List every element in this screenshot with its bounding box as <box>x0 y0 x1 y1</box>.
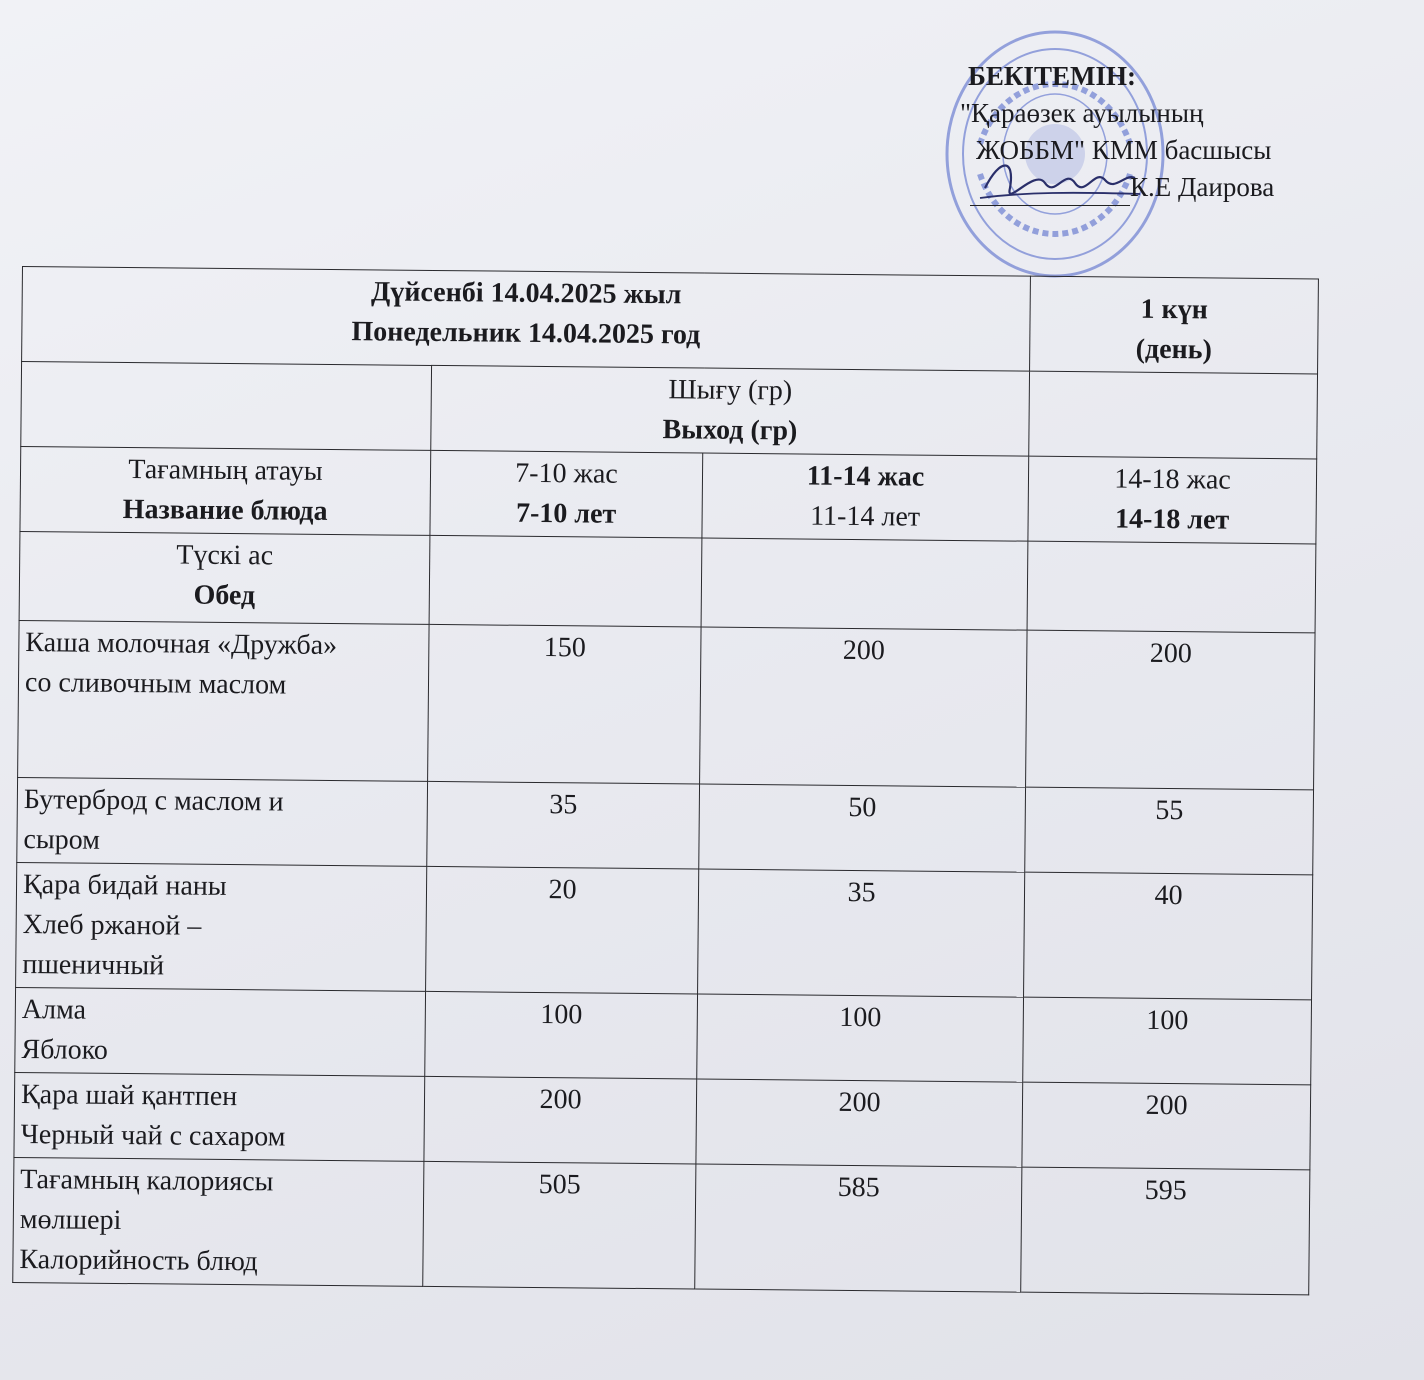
table-row <box>14 1072 1311 1169</box>
column-header-row <box>20 446 1317 543</box>
menu-table-wrap <box>12 266 1318 1295</box>
dish-name-header <box>20 446 431 535</box>
age2-kz: 11-14 жас <box>806 460 925 493</box>
approval-org-line2: ЖОББМ" КММ басшысы <box>976 135 1272 165</box>
dish-line: Яблоко <box>21 1034 109 1066</box>
value-7-10: 505 <box>423 1161 696 1289</box>
meal-kz: Түскі ас <box>176 539 274 572</box>
dish-line: пшеничный <box>22 949 165 982</box>
day-kz: 1 күн <box>1140 293 1208 326</box>
value-14-18: 595 <box>1021 1167 1310 1295</box>
dish-line: со сливочным маслом <box>24 667 287 701</box>
dish-line: Қара бидай наны <box>22 869 227 902</box>
dish-line: Қара шай қантпен <box>20 1079 238 1113</box>
empty-cell <box>1029 371 1318 459</box>
menu-table <box>12 266 1319 1295</box>
age-7-10-header <box>430 450 703 538</box>
dish-name <box>18 620 429 781</box>
value-7-10: 20 <box>426 866 699 994</box>
value-11-14: 35 <box>698 869 1025 997</box>
signature-line <box>970 185 1130 206</box>
dish-line: мөлшері <box>19 1204 122 1236</box>
value-11-14: 200 <box>696 1079 1023 1167</box>
calories-row <box>13 1157 1310 1294</box>
dish-line: Алма <box>21 994 87 1026</box>
approval-block <box>960 58 1400 206</box>
value-11-14: 200 <box>700 627 1028 787</box>
dish-line: Бутерброд с маслом и <box>23 784 284 818</box>
age3-ru: 14-18 лет <box>1114 503 1230 536</box>
dish-line: Калорийность блюд <box>19 1244 258 1278</box>
dish-line: Каша молочная «Дружба» <box>25 627 338 662</box>
table-row <box>16 862 1313 999</box>
approval-title: БЕКІТЕМІН: <box>968 61 1136 91</box>
date-ru: Понедельник 14.04.2025 год <box>351 316 701 351</box>
table-row <box>18 620 1315 789</box>
value-7-10: 200 <box>424 1076 697 1164</box>
dish-line: Тағамның калориясы <box>20 1164 274 1198</box>
value-7-10: 100 <box>425 991 698 1079</box>
dish-line: сыром <box>23 824 101 856</box>
dish-name <box>16 862 427 991</box>
output-kz: Шығу (гр) <box>668 374 793 407</box>
value-11-14: 50 <box>699 784 1026 872</box>
meal-cell <box>19 531 430 624</box>
meal-ru: Обед <box>193 579 256 612</box>
dish-line: Хлеб ржаной – <box>22 909 202 942</box>
age2-ru: 11-14 лет <box>810 500 921 533</box>
dish-name <box>17 777 428 866</box>
value-7-10: 150 <box>428 624 701 784</box>
age1-ru: 7-10 лет <box>515 497 617 530</box>
value-14-18: 40 <box>1024 872 1313 1000</box>
empty-cell <box>21 362 432 451</box>
age-11-14-header <box>702 453 1029 541</box>
date-cell <box>22 267 1031 372</box>
day-cell <box>1030 276 1319 374</box>
approval-signer: К.Е Даирова <box>1130 172 1275 202</box>
meal-row <box>19 531 1316 632</box>
date-kz: Дүйсенбі 14.04.2025 жыл <box>370 276 682 311</box>
approval-org-line1: "Қараөзек ауылының <box>960 98 1204 128</box>
dish-name <box>13 1157 424 1286</box>
value-14-18: 200 <box>1026 630 1315 790</box>
value-14-18: 55 <box>1025 787 1314 875</box>
age3-kz: 14-18 жас <box>1114 463 1231 496</box>
dish-name <box>14 1072 425 1161</box>
dish-name-ru: Название блюда <box>122 493 328 527</box>
age1-kz: 7-10 жас <box>515 457 618 490</box>
empty-cell <box>429 535 702 627</box>
value-7-10: 35 <box>427 781 700 869</box>
dish-name <box>15 987 426 1076</box>
output-row <box>21 362 1318 459</box>
dish-name-kz: Тағамның атауы <box>128 454 323 487</box>
day-ru: (день) <box>1135 333 1213 366</box>
value-14-18: 200 <box>1022 1082 1311 1170</box>
dish-line: Черный чай с сахаром <box>20 1119 286 1153</box>
output-cell <box>431 365 1030 456</box>
empty-cell <box>701 538 1028 630</box>
age-14-18-header <box>1028 456 1317 544</box>
empty-cell <box>1027 541 1316 633</box>
output-ru: Выход (гр) <box>662 414 798 447</box>
table-row <box>15 987 1312 1084</box>
table-header-row <box>22 267 1319 374</box>
value-11-14: 100 <box>697 994 1024 1082</box>
table-row <box>17 777 1314 874</box>
value-14-18: 100 <box>1023 997 1312 1085</box>
value-11-14: 585 <box>695 1164 1022 1292</box>
